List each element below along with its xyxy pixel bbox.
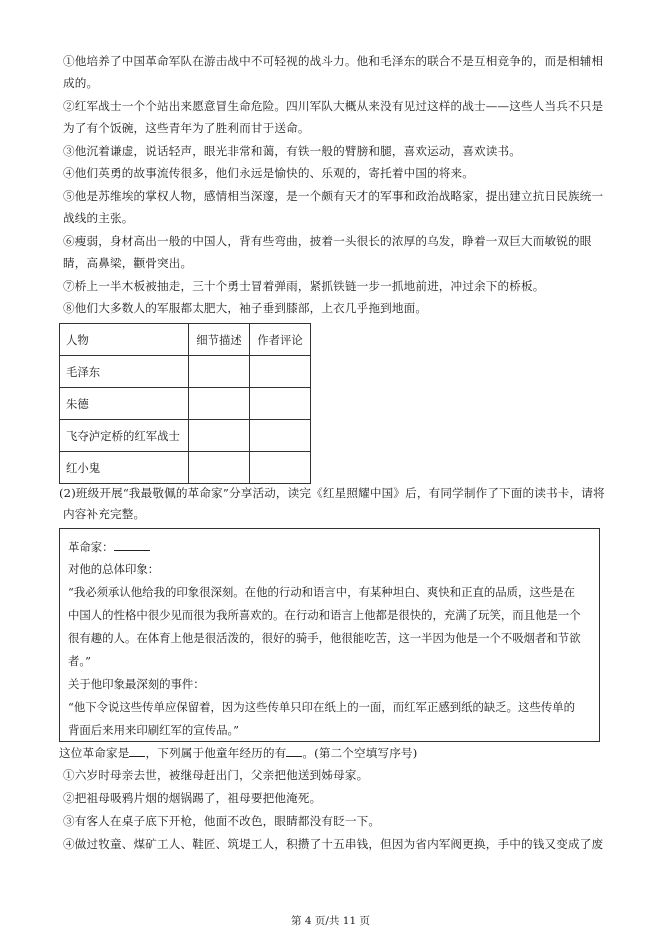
option-7: ⑦桥上一半木板被抽走，三十个勇士冒着弹雨，紧抓铁链一步一抓地前进，冲过余下的桥板。 <box>63 279 545 293</box>
table-row <box>60 356 311 388</box>
table-cell-comment <box>250 356 311 388</box>
card-impression-line: 中国人的性格中很少见而很为我所喜欢的。在行动和语言上他都是很快的，充满了玩笑，而且他是一个 <box>68 608 581 622</box>
card-event-line: “他下令说这些传单应保留着，因为这些传单只印在纸上的一面，而红军正感到纸的缺乏。这些传单的 <box>68 700 576 714</box>
question-2-line-1: (2)班级开展“我最敬佩的革命家”分享活动，读完《红星照耀中国》后，有同学制作了下面的读书卡，请将 <box>59 486 605 500</box>
option-6-line-1: ⑥瘦弱，身材高出一般的中国人，背有些弯曲，披着一头很长的浓厚的乌发，睁着一双巨大而敏锐的眼 <box>63 234 592 248</box>
table-header-detail: 细节描述 <box>189 324 250 356</box>
table-cell-detail <box>189 420 250 452</box>
option-b-3: ③有客人在桌子底下开枪，他面不改色，眼睛都没有眨一下。 <box>63 814 381 828</box>
table-header-comment: 作者评论 <box>250 324 311 356</box>
table-cell-person: 毛泽东 <box>60 356 189 388</box>
option-2-line-2: 为了有个饭碗，这些青年为了胜利而甘于送命。 <box>63 121 310 135</box>
table-row <box>60 388 311 420</box>
option-4: ④他们英勇的故事流传很多，他们永远是愉快的、乐观的，寄托着中国的将来。 <box>63 166 475 180</box>
table-cell-comment <box>250 452 311 484</box>
table-header-row <box>60 324 311 356</box>
table-cell-person: 飞夺泸定桥的红军战士 <box>60 420 189 452</box>
option-5-line-2: 战线的主张。 <box>63 211 134 225</box>
card-event-line: 背面后来用来印刷红军的宣传品。” <box>68 723 239 737</box>
card-event-label: 关于他印象最深刻的事件： <box>68 677 205 691</box>
table-cell-detail <box>189 452 250 484</box>
page-footer: 第 4 页/共 11 页 <box>291 915 370 927</box>
character-table <box>59 323 311 484</box>
table-row <box>60 420 311 452</box>
card-impression-line: 者。” <box>68 654 91 668</box>
table-header-person: 人物 <box>60 324 189 356</box>
fill-in-question: 这位革命家是 ，下列属于他童年经历的有 。(第二个空填写序号) <box>59 746 418 760</box>
table-cell-detail <box>189 388 250 420</box>
table-cell-comment <box>250 420 311 452</box>
option-2-line-1: ②红军战士一个个站出来愿意冒生命危险。四川军队大概从来没有见过这样的战士——这些人当兵不只是 <box>63 99 604 113</box>
option-3: ③他沉着谦虚，说话轻声，眼光非常和蔼，有铁一般的臂膀和腿，喜欢运动，喜欢读书。 <box>63 144 522 158</box>
option-b-4: ④做过牧童、煤矿工人、鞋匠、筑堤工人，积攒了十五串钱，但因为省内军阀更换，手中的钱又变成了废 <box>63 837 604 851</box>
option-b-2: ②把祖母吸鸦片烟的烟锅踢了，祖母要把他淹死。 <box>63 791 322 805</box>
table-cell-detail <box>189 356 250 388</box>
table-row <box>60 452 311 484</box>
revolutionary-blank[interactable] <box>114 539 150 551</box>
question-2-line-2: 内容补充完整。 <box>63 507 146 521</box>
card-impression-line: “我必须承认他给我的印象很深刻。在他的行动和语言中，有某种坦白、爽快和正直的品质，这些是在 <box>68 585 576 599</box>
option-1-line-2: 成的。 <box>63 76 99 90</box>
table-cell-comment <box>250 388 311 420</box>
card-revolutionary-label: 革命家： <box>68 540 114 554</box>
option-b-1: ①六岁时母亲去世，被继母赶出门，父亲把他送到姊母家。 <box>63 768 369 782</box>
option-6-line-2: 睛，高鼻梁，颧骨突出。 <box>63 256 193 270</box>
reading-card <box>59 528 600 742</box>
answer-blank-1[interactable] <box>129 745 145 757</box>
table-cell-person: 朱德 <box>60 388 189 420</box>
card-revolutionary-line <box>68 539 150 554</box>
option-8: ⑧他们大多数人的军服都太肥大，袖子垂到膝部，上衣几乎拖到地面。 <box>63 301 428 315</box>
option-5-line-1: ⑤他是苏维埃的掌权人物，感情相当深邃，是一个颇有天才的军事和政治战略家，提出建立抗日民族统一 <box>63 189 604 203</box>
card-impression-line: 很有趣的人。在体育上他是很活泼的，很好的骑手，他很能吃苦，这一半因为他是一个不吸烟者和节欲 <box>68 631 581 645</box>
card-impression-label: 对他的总体印象： <box>68 562 160 576</box>
option-1-line-1: ①他培养了中国革命军队在游击战中不可轻视的战斗力。他和毛泽东的联合不是互相竞争的，而是相辅相 <box>63 54 604 68</box>
table-cell-person: 红小鬼 <box>60 452 189 484</box>
answer-blank-2[interactable] <box>286 745 302 757</box>
